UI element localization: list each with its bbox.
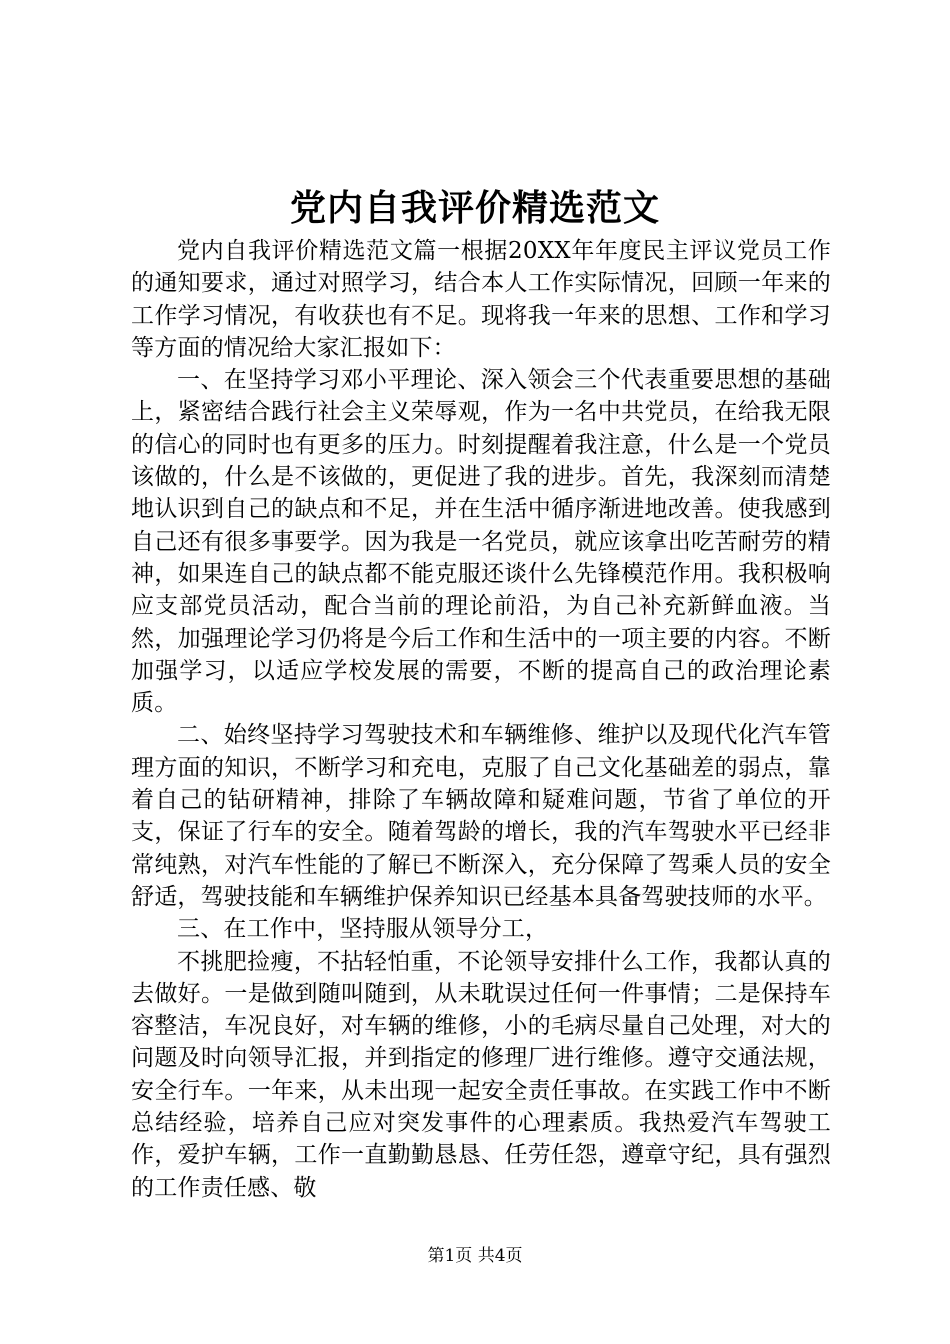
document-title: 党内自我评价精选范文 bbox=[289, 187, 660, 229]
paragraph-intro: 党内自我评价精选范文篇一根据20XX年年度民主评议党员工作的通知要求，通过对照学习，结合本人工作实际情况，回顾一年来的工作学习情况，有收获也有不足。现将我一年来的思想、工作和学习等方面的情况给大家汇报如下： bbox=[131, 238, 831, 361]
page-footer: 第1页 共4页 bbox=[427, 1246, 523, 1266]
paragraph-section-3-heading: 三、在工作中，坚持服从领导分工， bbox=[177, 916, 549, 943]
paragraph-section-2: 二、始终坚持学习驾驶技术和车辆维修、维护以及现代化汽车管理方面的知识，不断学习和充电，克服了自己文化基础差的弱点，靠着自己的钻研精神，排除了车辆故障和疑难问题，节省了单位的开支，保证了行车的安全。随着驾龄的增长，我的汽车驾驶水平已经非常纯熟，对汽车性能的了解已不断深入，充分保障了驾乘人员的安全舒适，驾驶技能和车辆维护保养知识已经基本具备驾驶技师的水平。 bbox=[131, 722, 831, 910]
paragraph-section-3-body: 不挑肥捡瘦，不拈轻怕重，不论领导安排什么工作，我都认真的去做好。一是做到随叫随到，从未耽误过任何一件事情；二是保持车容整洁，车况良好，对车辆的维修，小的毛病尽量自己处理，对大的问题及时向领导汇报，并到指定的修理厂进行维修。遵守交通法规，安全行车。一年来，从未出现一起安全责任事故。在实践工作中不断总结经验，培养自己应对突发事件的心理素质。我热爱汽车驾驶工作，爱护车辆，工作一直勤勤恳恳、任劳任怨，遵章守纪，具有强烈的工作责任感、敬 bbox=[131, 948, 831, 1201]
document-body bbox=[131, 235, 831, 1204]
paragraph-section-1: 一、在坚持学习邓小平理论、深入领会三个代表重要思想的基础上，紧密结合践行社会主义荣辱观，作为一名中共党员，在给我无限的信心的同时也有更多的压力。时刻提醒着我注意，什么是一个党员该做的，什么是不该做的，更促进了我的进步。首先，我深刻而清楚地认识到自己的缺点和不足，并在生活中循序渐进地改善。使我感到自己还有很多事要学。因为我是一名党员，就应该拿出吃苦耐劳的精神，如果连自己的缺点都不能克服还谈什么先锋模范作用。我积极响应支部党员活动，配合当前的理论前沿，为自己补充新鲜血液。当然，加强理论学习仍将是今后工作和生活中的一项主要的内容。不断加强学习，以适应学校发展的需要，不断的提高自己的政治理论素质。 bbox=[131, 367, 831, 717]
